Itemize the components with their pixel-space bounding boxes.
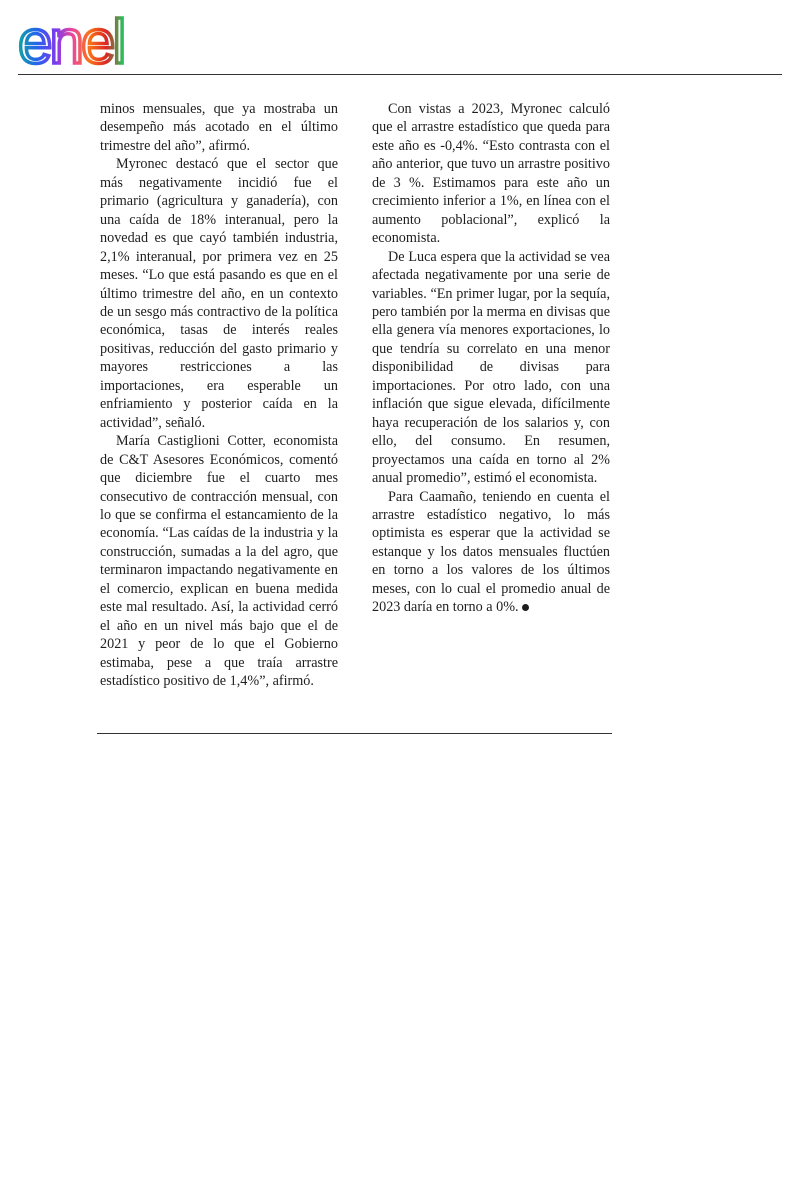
article-body (100, 100, 610, 691)
logo-wordmark: enel (18, 16, 124, 72)
enel-logo (18, 16, 178, 72)
end-of-article-bullet (522, 604, 529, 611)
paragraph: minos mensuales, que ya mostraba un desempeño más acotado en el último trimestre del año”, afirmó. (100, 101, 338, 154)
paragraph: Myronec destacó que el sector que más negativamente incidió fue el primario (agricultura y ganadería), con una caída de 18% interanual, pero la novedad es que cayó también industria, 2,1% interanual, por primera vez en 25 meses. “Lo que está pasando es que en el último trimestre del año, en un contexto de un sesgo más contractivo de la política económica, tasas de interés reales positivas, reducción del gasto primario y mayores restricciones a las importaciones, era esperable un enfriamiento y posterior caída en la actividad”, señaló. (100, 156, 338, 431)
article-end-divider (97, 733, 612, 734)
paragraph (372, 488, 610, 617)
article-column-right (372, 100, 610, 691)
paragraph: María Castiglioni Cotter, economista de C&T Asesores Económicos, comentó que diciembre fue el cuarto mes consecutivo de contracción mensual, con lo que se confirma el estancamiento de la economía. “Las caídas de la industria y la construcción, sumadas a la del agro, que terminaron impactando negativamente en el comercio, explican en buena medida este mal resultado. Así, la actividad cerró el año en un nivel más bajo que el de 2021 y peor de lo que el Gobierno estimaba, pese a que traía arrastre estadístico positivo de 1,4%”, afirmó. (100, 433, 338, 690)
paragraph: De Luca espera que la actividad se vea afectada negativamente por una serie de variables. “En primer lugar, por la sequía, pero también por la merma en divisas que ella genera vía menores exportaciones, lo que tendría su correlato en una menor disponibilidad de divisas para importaciones. Por otro lado, con una inflación que sigue elevada, difícilmente haya recuperación de los salarios y, con ello, del consumo. En resumen, proyectamos una caída en torno al 2% anual promedio”, estimó el economista. (372, 248, 610, 487)
paragraph: Con vistas a 2023, Myronec calculó que el arrastre estadístico que queda para este año es -0,4%. “Esto contrasta con el año anterior, que tuvo un arrastre positivo de 3 %. Estimamos para este año un crecimiento inferior a 1%, en línea con el aumento poblacional”, explicó la economista. (372, 101, 610, 247)
article-column-left (100, 100, 338, 691)
paragraph-text: Para Caamaño, teniendo en cuenta el arrastre estadístico negativo, lo más optimista es esperar que la actividad se estanque y los datos mensuales fluctúen en torno a los valores de los últimos meses, con lo cual el promedio anual de 2023 daría en torno a 0%. (372, 488, 610, 616)
header-divider (18, 74, 782, 75)
